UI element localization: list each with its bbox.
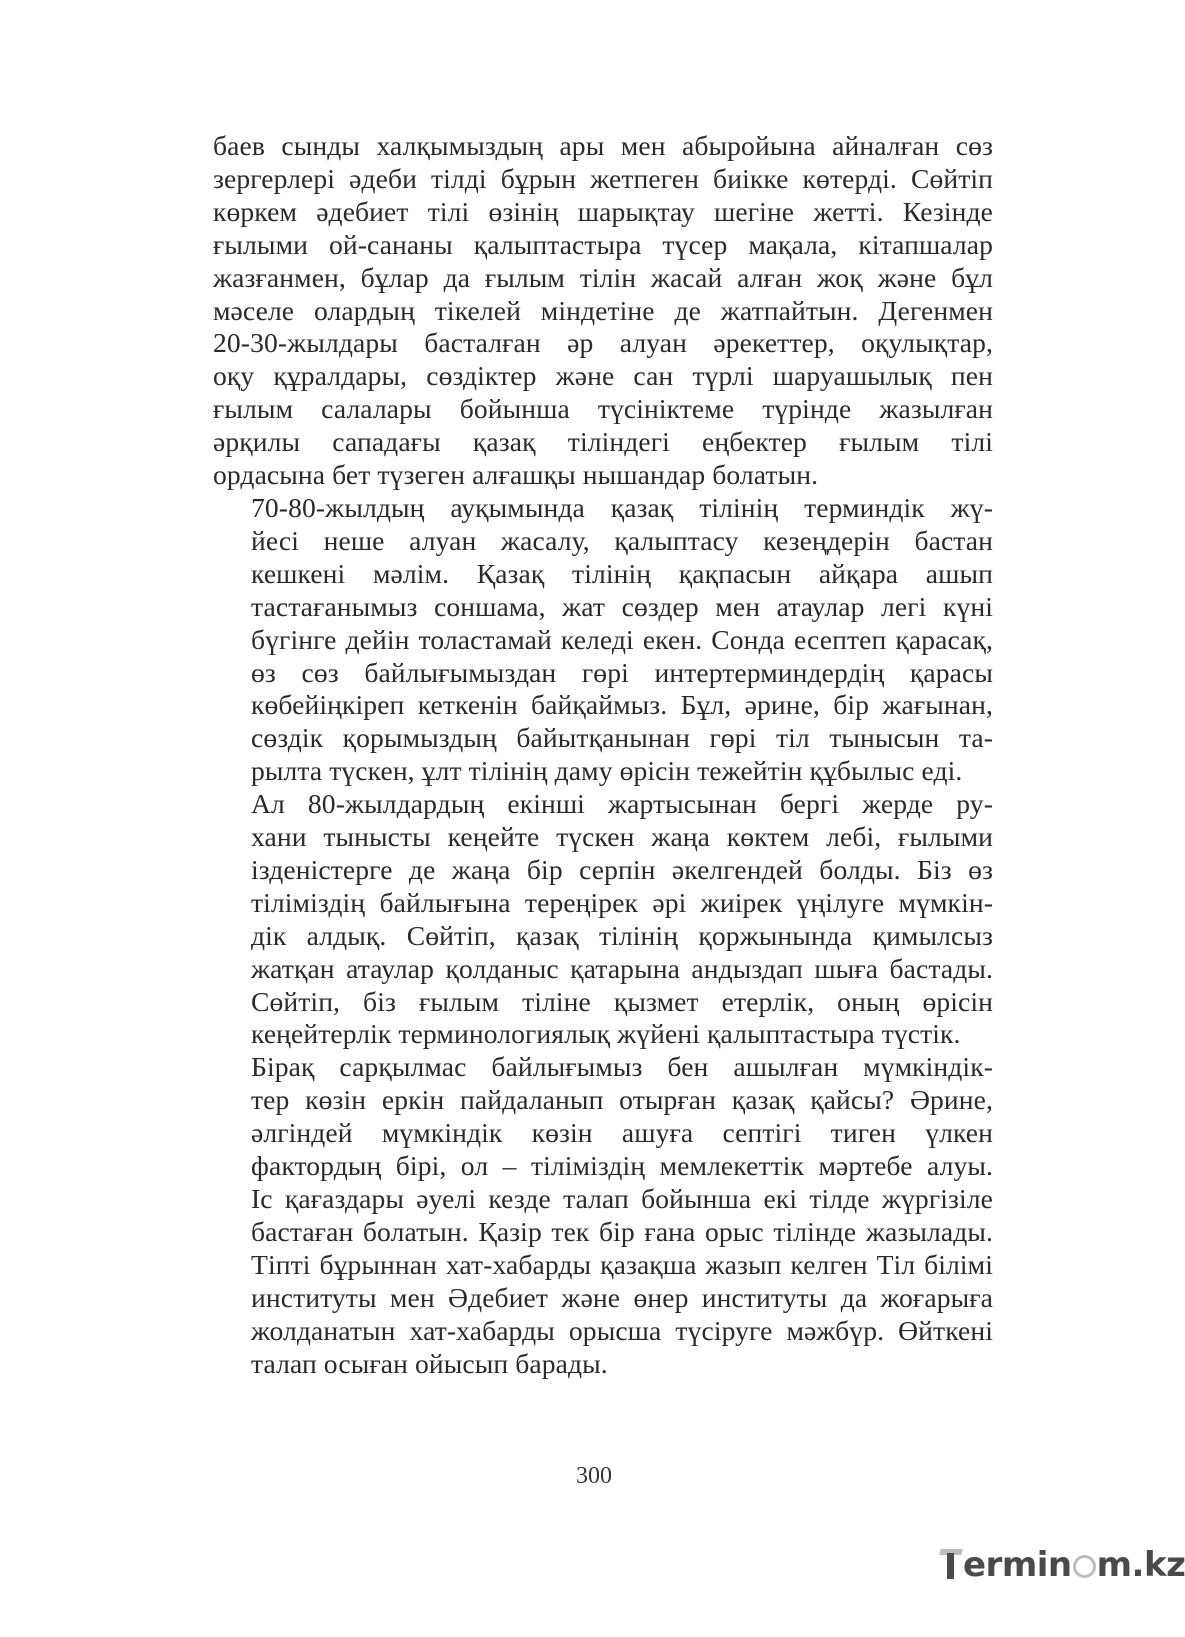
text-line: жолданатын хат-хабарды орысша түсіруге мәжбүр. Өйткені [251, 1314, 993, 1346]
paragraph [213, 1051, 993, 1380]
text-line: талап осыған ойысып барады. [251, 1347, 608, 1379]
text-line: әрқилы сападағы қазақ тіліндегі еңбектер ғылым тілі [213, 426, 993, 458]
paragraph [213, 130, 993, 492]
paragraph [213, 788, 993, 1051]
text-line: Ал 80-жылдардың екінші жартысынан бергі жерде ру- [251, 788, 993, 820]
text-line: фактордың бірі, ол – тіліміздің мемлекеттік мәртебе алуы. [251, 1150, 993, 1182]
text-line: Тіпті бұрыннан хат-хабарды қазақша жазып келген Тіл білімі [251, 1248, 993, 1280]
text-line: зергерлері әдеби тілді бұрын жетпеген биікке көтерді. Сөйтіп [213, 162, 993, 194]
text-line: 70-80-жылдың ауқымында қазақ тілінің терминдік жү- [251, 491, 993, 523]
text-line: кеңейтерлік терминологиялық жүйені қалыптастыра түстік. [251, 1018, 961, 1050]
text-line: сөздік қорымыздың байытқанынан гөрі тіл тынысын та- [251, 722, 993, 754]
text-line: бастаған болатын. Қазір тек бір ғана орыс тілінде жазылады. [251, 1215, 993, 1247]
text-line: ордасына бет түзеген алғашқы нышандар болатын. [213, 459, 819, 491]
text-line: Сөйтіп, біз ғылым тіліне қызмет етерлік, оның өрісін [251, 985, 993, 1017]
text-line: баев сынды халқымыздың ары мен абыройына айналған сөз [213, 130, 993, 161]
text-line: тастағанымыз соншама, жат сөздер мен атаулар легі күні [251, 590, 993, 622]
watermark-text-part2: m.kz [1096, 1545, 1185, 1585]
text-line: оқу құралдары, сөздіктер және сан түрлі шаруашылық пен [213, 360, 993, 392]
text-line: әлгіндей мүмкіндік көзін ашуға септігі тиген үлкен [251, 1117, 993, 1149]
watermark-text-part1: ermin [963, 1545, 1072, 1585]
text-line: тер көзін еркін пайдаланып отырған қазақ қайсы? Әрине, [251, 1084, 993, 1116]
text-line: көркем әдебиет тілі өзінің шарықтау шегіне жетті. Кезінде [213, 195, 993, 227]
text-line: жазғанмен, бұлар да ғылым тілін жасай алған жоқ және бұл [213, 261, 993, 293]
text-line: бүгінге дейін толастамай келеді екен. Сонда есептеп қарасақ, [251, 623, 993, 655]
book-text [213, 130, 993, 1380]
terminkom-watermark-logo [940, 1545, 1185, 1595]
text-line: Іс қағаздары әуелі кезде талап бойынша екі тілде жүргізіле [251, 1183, 993, 1214]
watermark-o-circle [1073, 1555, 1096, 1578]
text-line: көбейіңкіреп кеткенін байқаймыз. Бұл, әрине, бір жағынан, [251, 689, 993, 721]
text-line: мәселе олардың тікелей міндетіне де жатпайтын. Дегенмен [213, 294, 993, 326]
text-line: 20-30-жылдары басталған әр алуан әрекеттер, оқулықтар, [213, 327, 993, 359]
text-line: рылта түскен, ұлт тілінің даму өрісін тежейтін құбылыс еді. [251, 755, 963, 787]
text-line: ғылым салалары бойынша түсініктеме түрінде жазылған [213, 393, 993, 425]
text-line: жатқан атаулар қолданыс қатарына андыздап шыға бастады. [251, 952, 993, 984]
page-number: 300 [576, 1463, 612, 1489]
text-line: хани тынысты кеңейте түскен жаңа көктем лебі, ғылыми [251, 821, 993, 853]
text-line: тіліміздің байлығына тереңірек әрі жиірек үңілуге мүмкін- [251, 886, 993, 918]
text-line: ізденістерге де жаңа бір серпін әкелгендей болды. Біз өз [251, 853, 993, 885]
text-line: дік алдық. Сөйтіп, қазақ тілінің қоржынында қимылсыз [251, 919, 993, 951]
watermark-t-glyph [940, 1549, 962, 1579]
text-line: Бірақ сарқылмас байлығымыз бен ашылған мүмкіндік- [251, 1051, 993, 1083]
text-line: институты мен Әдебиет және өнер институты да жоғарыға [251, 1281, 993, 1313]
text-line: кешкені мәлім. Қазақ тілінің қақпасын айқара ашып [251, 557, 993, 589]
text-line: йесі неше алуан жасалу, қалыптасу кезеңдерін бастан [251, 524, 993, 556]
paragraph [213, 492, 993, 788]
text-line: өз сөз байлығымыздан гөрі интертерминдердің қарасы [251, 656, 993, 688]
text-line: ғылыми ой-сананы қалыптастыра түсер мақала, кітапшалар [213, 228, 993, 260]
